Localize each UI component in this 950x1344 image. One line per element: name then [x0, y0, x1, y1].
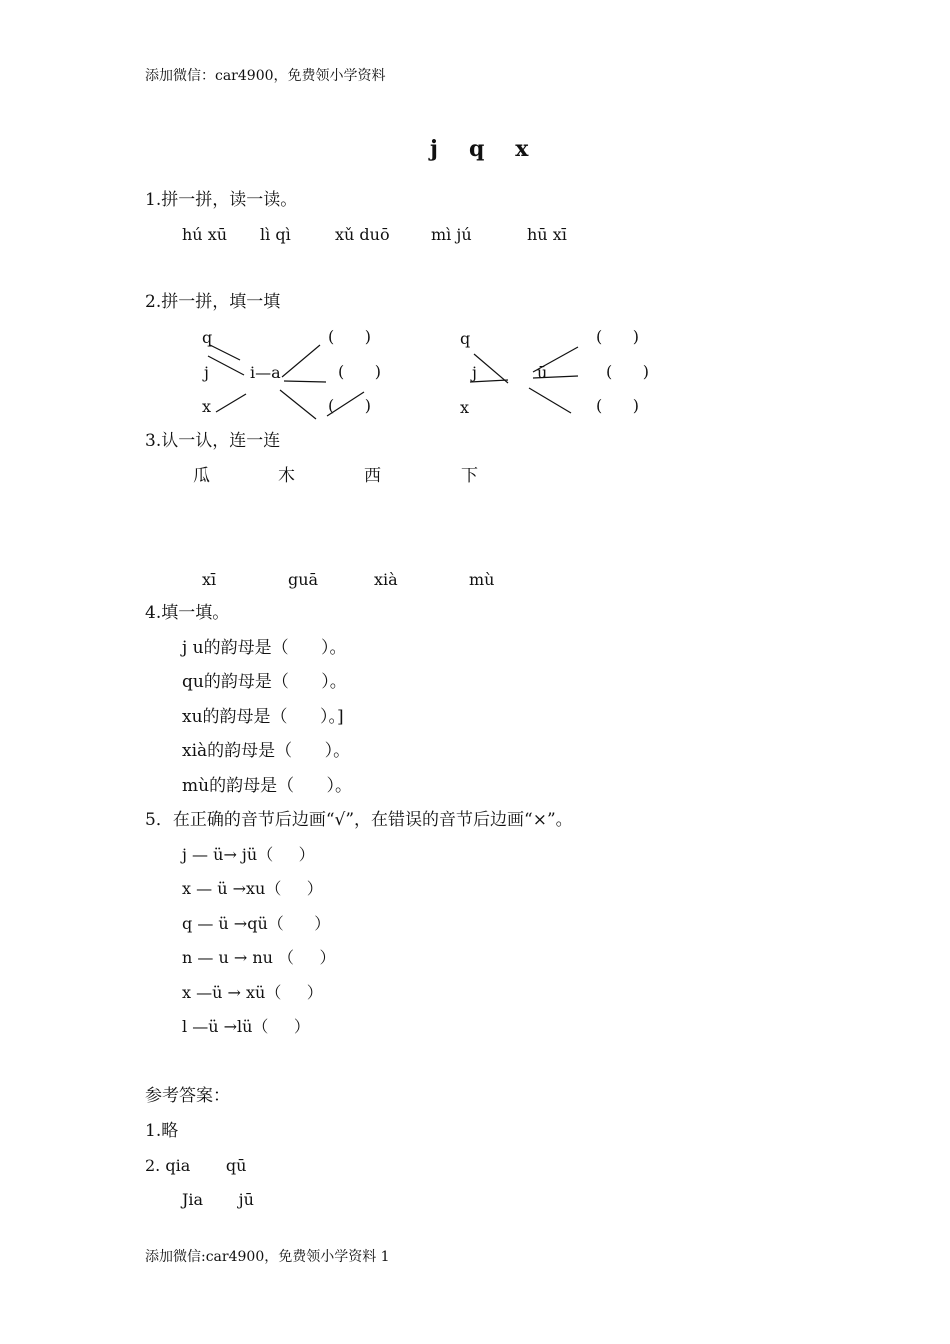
page-title: j q x [430, 136, 531, 162]
q2-left-blank: ( ) [328, 396, 371, 415]
answer-2-line1: 2. qia qū [145, 1156, 247, 1175]
q1-item: lì qì [260, 225, 291, 244]
q5-heading: 5．在正确的音节后边画“√”，在错误的音节后边画“×”。 [145, 810, 573, 830]
q5-item: x — ü →xu（ ） [182, 879, 323, 898]
answers-heading: 参考答案： [145, 1086, 230, 1106]
q1-item: hū xī [527, 225, 567, 244]
q1-heading: 1.拼一拼，读一读。 [145, 190, 298, 210]
q2-right-initial: x [460, 398, 470, 417]
q4-item: xià的韵母是（ ）。 [182, 741, 351, 761]
q3-pinyin: guā [288, 570, 319, 589]
q5-item: x —ü → xü（ ） [182, 983, 323, 1002]
q5-item: l —ü →lü（ ） [182, 1017, 310, 1036]
q2-right-blank: ( ) [596, 327, 639, 346]
q2-left-blank: ( ) [338, 362, 381, 381]
answer-2-line2: Jia jū [182, 1190, 254, 1209]
footer-text: 添加微信:car4900，免费领小学资料 1 [145, 1249, 390, 1265]
answer-1: 1.略 [145, 1121, 179, 1141]
q2-left-blank: ( ) [328, 327, 371, 346]
q2-heading: 2.拼一拼，填一填 [145, 292, 281, 312]
q3-char: 下 [461, 466, 478, 486]
q2-line [216, 394, 246, 412]
q2-right-blank: ( ) [596, 396, 639, 415]
q2-left-initial: q [202, 328, 213, 347]
q3-pinyin: xī [202, 570, 217, 589]
q2-line [210, 345, 240, 360]
q2-right-initial: j [472, 363, 477, 382]
q4-heading: 4.填一填。 [145, 603, 230, 623]
header-text: 添加微信：car4900，免费领小学资料 [145, 68, 386, 84]
q5-item: q — ü →qü（ ） [182, 914, 331, 933]
q2-right-initial: q [460, 329, 471, 348]
q1-item: mì jú [431, 225, 472, 244]
q3-pinyin: xià [374, 570, 398, 589]
q2-line [208, 356, 244, 375]
q2-left-final: i—a [250, 363, 281, 382]
q2-left-initial: j [204, 363, 209, 382]
q3-char: 瓜 [193, 466, 210, 486]
q4-item: qu的韵母是（ ）。 [182, 672, 347, 692]
q2-right-final: ū [537, 363, 548, 382]
q3-heading: 3.认一认，连一连 [145, 431, 281, 451]
q4-item: j u的韵母是（ ）。 [182, 638, 347, 658]
q3-char: 西 [364, 466, 381, 486]
q5-item: j — ü→ jü（ ） [182, 845, 315, 864]
q2-line [282, 345, 320, 377]
q4-item: mù的韵母是（ ）。 [182, 776, 352, 796]
q2-left-initial: x [202, 397, 212, 416]
q2-line [284, 381, 326, 382]
q2-line [474, 354, 508, 383]
q5-item: n — u → nu （ ） [182, 948, 336, 967]
q3-pinyin: mù [469, 570, 495, 589]
q4-item: xu的韵母是（ ）。] [182, 707, 344, 727]
q3-char: 木 [278, 466, 295, 486]
q2-line [280, 390, 316, 419]
q1-item: hú xū [182, 225, 228, 244]
q2-right-blank: ( ) [606, 362, 649, 381]
q2-line [529, 388, 571, 413]
q1-item: xǔ duō [335, 225, 390, 244]
